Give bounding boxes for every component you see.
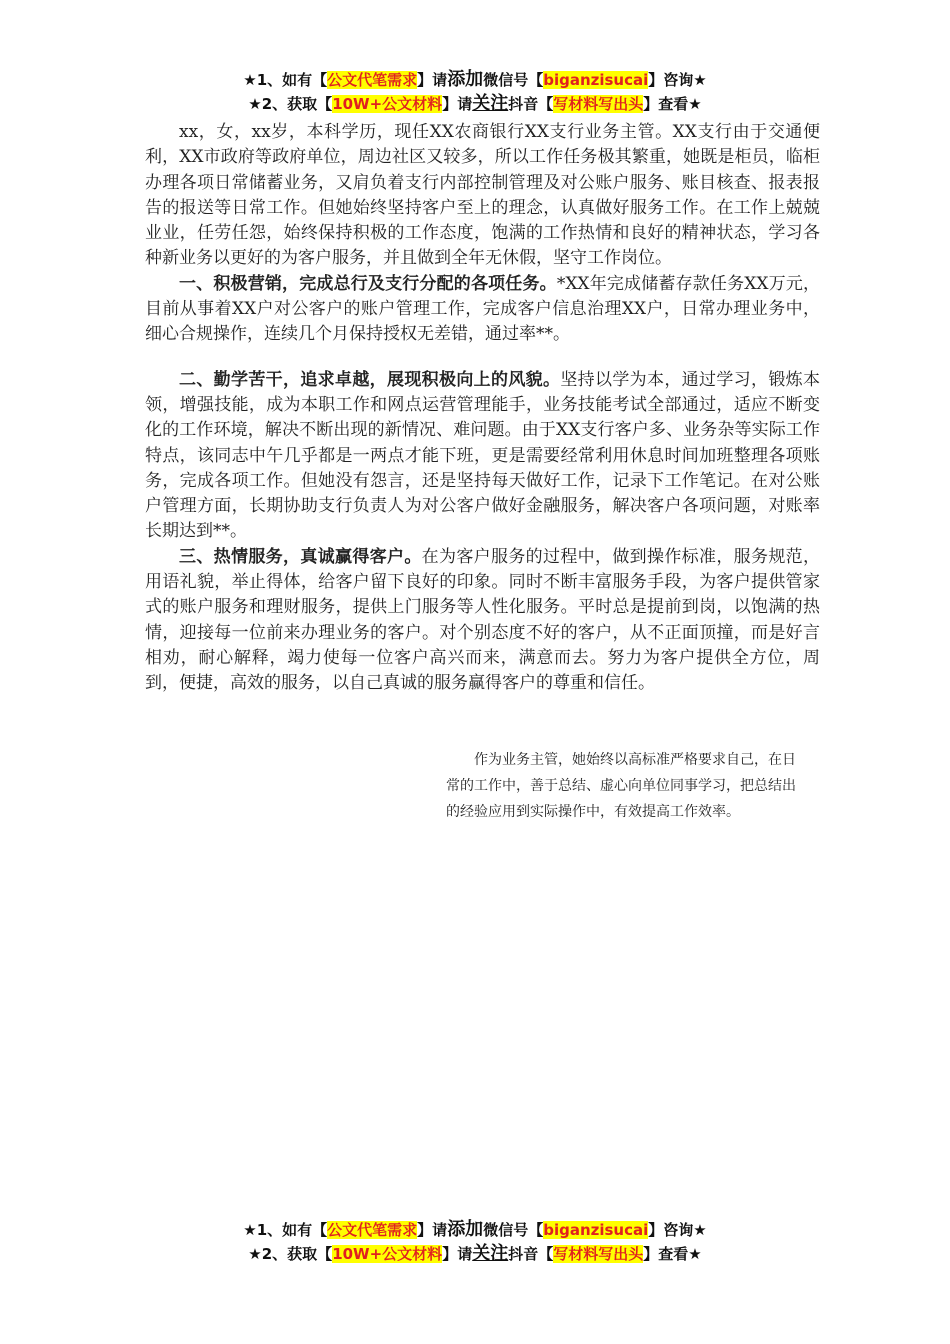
banner-highlight: 公文代笔需求: [327, 1221, 418, 1239]
douyin-id: 写材料写出头: [553, 95, 644, 113]
section-1: [145, 272, 820, 348]
douyin-id: 写材料写出头: [553, 1245, 644, 1263]
header-banner: [0, 68, 950, 116]
banner-text: 抖音【: [508, 95, 554, 113]
wechat-id: biganzisucai: [543, 71, 649, 89]
banner-emphasis: 关注: [472, 93, 509, 114]
banner-text: 】请: [417, 1221, 448, 1239]
section-1-text: *XX年完成储蓄存款任务XX万元，目前从事着XX户对公客户的账户管理工作，完成客户信息治理XX户，日常办理业务中，细心合规操作，连续几个月保持授权无差错，通过率**。: [145, 273, 820, 345]
banner-text: 微信号【: [483, 71, 544, 89]
banner-line-2: [0, 92, 950, 116]
closing-paragraph: 作为业务主管，她始终以高标准严格要求自己，在日常的工作中，善于总结、虚心向单位同事学习，把总结出的经验应用到实际操作中，有效提高工作效率。: [446, 752, 796, 820]
banner-line-1: [0, 68, 950, 92]
banner-text: 】查看★: [643, 95, 702, 113]
banner-highlight: 公文代笔需求: [327, 71, 418, 89]
closing-paragraph-block: [446, 747, 802, 825]
banner-emphasis: 添加: [447, 69, 484, 90]
footer-banner: [0, 1218, 950, 1266]
banner-text: 】咨询★: [648, 71, 707, 89]
banner-text: 】咨询★: [648, 1221, 707, 1239]
banner-text: 抖音【: [508, 1245, 554, 1263]
banner-text: 微信号【: [483, 1221, 544, 1239]
section-3: [145, 545, 820, 697]
section-2-heading: 二、勤学苦干，追求卓越，展现积极向上的风貌。: [179, 369, 561, 390]
intro-paragraph: xx，女，xx岁，本科学历，现任XX农商银行XX支行业务主管。XX支行由于交通便利，XX市政府等政府单位，周边社区又较多，所以工作任务极其繁重，她既是柜员，临柜办理各项日常储蓄业务，又肩负着支行内部控制管理及对公账户服务、账目核查、报表报告的报送等日常工作。但她始终坚持客户至上的理念，认真做好服务工作。在工作上兢兢业业，任劳任怨，始终保持积极的工作态度，饱满的工作热情和良好的精神状态，学习各种新业务以更好的为客户服务，并且做到全年无休假，坚守工作岗位。: [145, 122, 820, 269]
banner-text: ★2、获取【: [248, 95, 333, 113]
section-1-heading: 一、积极营销，完成总行及支行分配的各项任务。: [179, 273, 557, 294]
section-3-heading: 三、热情服务，真诚赢得客户。: [179, 546, 422, 567]
section-3-text: 在为客户服务的过程中，做到操作标准，服务规范，用语礼貌，举止得体，给客户留下良好的印象。同时不断丰富服务手段，为客户提供管家式的账户服务和理财服务，提供上门服务等人性化服务。平时总是提前到岗，以饱满的热情，迎接每一位前来办理业务的客户。对个别态度不好的客户，从不正面顶撞，而是好言相劝，耐心解释，竭力使每一位客户高兴而来，满意而去。努力为客户提供全方位，周到，便捷，高效的服务，以自己真诚的服务赢得客户的尊重和信任。: [145, 546, 821, 694]
banner-text: ★2、获取【: [248, 1245, 333, 1263]
banner-line-1: [0, 1218, 950, 1242]
banner-text: 】查看★: [643, 1245, 702, 1263]
banner-text: ★1、如有【: [243, 1221, 328, 1239]
banner-text: ★1、如有【: [243, 71, 328, 89]
section-2: [145, 368, 820, 545]
banner-highlight: 10W+公文材料: [332, 95, 443, 113]
banner-text: 】请: [442, 1245, 473, 1263]
banner-highlight: 10W+公文材料: [332, 1245, 443, 1263]
section-2-text: 坚持以学为本，通过学习，锻炼本领，增强技能，成为本职工作和网点运营管理能手，业务技能考试全部通过，适应不断变化的工作环境，解决不断出现的新情况、难问题。由于XX支行客户多、业务杂等实际工作特点，该同志中午几乎都是一两点才能下班，更是需要经常利用休息时间加班整理各项账务，完成各项工作。但她没有怨言，还是坚持每天做好工作，记录下工作笔记。在对公账户管理方面，长期协助支行负责人为对公客户做好金融服务，解决客户各项问题，对账率长期达到**。: [145, 369, 821, 542]
banner-line-2: [0, 1242, 950, 1266]
document-body: [145, 120, 820, 697]
banner-text: 】请: [417, 71, 448, 89]
wechat-id: biganzisucai: [543, 1221, 649, 1239]
banner-emphasis: 关注: [472, 1243, 509, 1264]
banner-emphasis: 添加: [447, 1219, 484, 1240]
banner-text: 】请: [442, 95, 473, 113]
